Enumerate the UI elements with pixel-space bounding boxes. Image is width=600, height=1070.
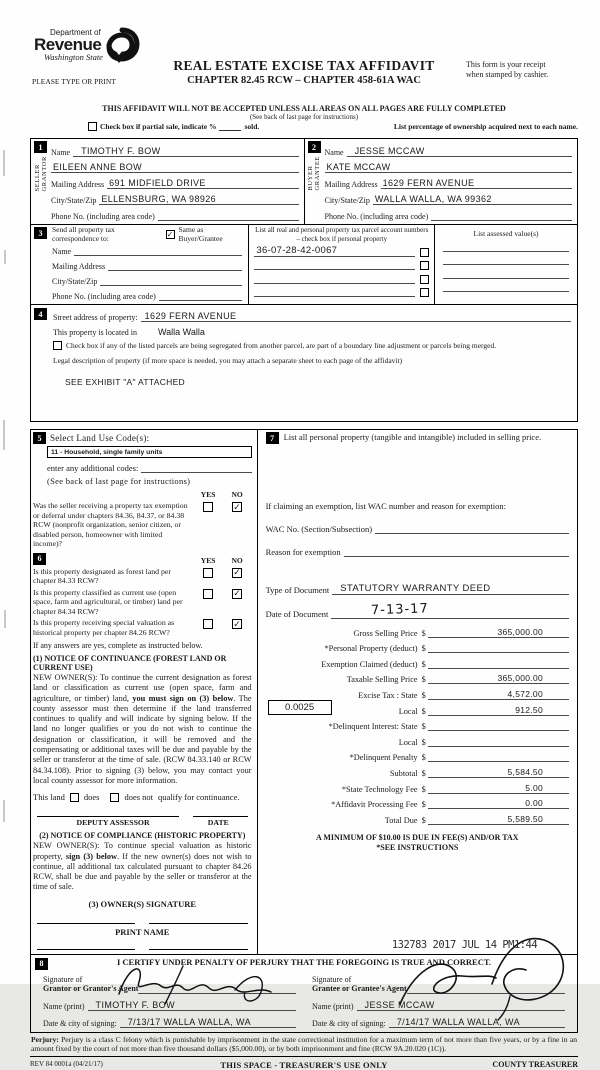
s6-question-current-use: Is this property classified as current use (open space, farm and agricultural, or timber) land per chapter 84.34 RCW? xyxy=(33,587,183,616)
corr-phone-label: Phone No. (including area code) xyxy=(52,292,156,301)
owner-signature-line-2[interactable] xyxy=(149,923,247,924)
assessed-field-4[interactable] xyxy=(443,279,569,293)
parcel-personal-checkbox-4[interactable] xyxy=(420,288,429,297)
section-7-badge: 7 xyxy=(266,432,279,444)
scan-artifact xyxy=(3,150,5,176)
s6-question-historic: Is this property receiving special valuation as historical property per chapter 84.26 RCW? xyxy=(33,618,175,637)
tax-computation xyxy=(266,622,569,825)
notice-1-body: NEW OWNER(S): To continue the current designation as forest land or classification as current use (open space, farm and agriculture, or timber) land, you must sign on (3) below. The county assessor must then determine if the land transferred continues to qualify and will indicate by signing below. If the land no longer qualifies or you do not wish to continue the designation or classification, it will be removed and the compensating or additional taxes will be due and payable by the seller or transferor at the time of sale. (RCW 84.33.140 or RCW 84.34.108). Prior to signing (3) below, you may contact your local county assessor for more information. xyxy=(33,673,252,785)
deputy-date-line[interactable] xyxy=(193,816,248,817)
land-does-checkbox[interactable] xyxy=(70,793,79,802)
buyer-phone-field[interactable] xyxy=(431,211,572,221)
date-of-document-field[interactable] xyxy=(331,603,569,619)
corr-mailing-label: Mailing Address xyxy=(52,262,106,271)
grantor-date-city-label: Date & city of signing: xyxy=(43,1018,117,1028)
personal-property-note: List all personal property (tangible and intangible) included in selling price. xyxy=(283,432,542,442)
section-4-badge: 4 xyxy=(34,308,47,320)
state-technology-fee-field[interactable]: 5.00 xyxy=(428,783,569,794)
parcel-field-3[interactable] xyxy=(254,283,415,284)
partial-sale-checkbox[interactable] xyxy=(88,122,97,131)
deputy-assessor-sign-line[interactable] xyxy=(37,816,179,817)
scan-artifact xyxy=(4,610,6,628)
section-3 xyxy=(31,225,577,305)
grantor-signature-block xyxy=(35,970,304,1028)
owner-signature-line-1[interactable] xyxy=(37,923,135,924)
logo-state-line: Washington State xyxy=(44,52,103,62)
personal-property-deduct-row: *Personal Property (deduct) $ xyxy=(266,638,569,654)
land-use-code-box[interactable]: 11 - Household, single family units xyxy=(47,446,252,458)
logo-revenue-line: Revenue xyxy=(34,35,102,54)
owners-signature-heading: (3) OWNER(S) SIGNATURE xyxy=(88,898,197,909)
total-due-row: Total Due $ 5,589.50 xyxy=(266,809,569,825)
ownership-note: List percentage of ownership acquired next to each name. xyxy=(393,122,578,131)
sections-5-7-box xyxy=(30,429,578,954)
land-use-title: Select Land Use Code(s): xyxy=(50,433,150,443)
taxable-selling-price-row: Taxable Selling Price $ 365,000.00 xyxy=(266,669,569,685)
parcel-personal-checkbox-3[interactable] xyxy=(420,275,429,284)
seller-mailing-field[interactable]: 691 MIDFIELD DRIVE xyxy=(107,178,298,189)
grantor-signature-line[interactable] xyxy=(138,984,296,994)
seller-csz-field[interactable]: ELLENSBURG, WA 98926 xyxy=(99,194,298,205)
if-any-yes-note: If any answers are yes, complete as instructed below. xyxy=(33,641,203,650)
seller-phone-label: Phone No. (including area code) xyxy=(51,212,155,221)
assessed-field-1[interactable] xyxy=(443,238,569,252)
print-name-heading: PRINT NAME xyxy=(115,926,170,937)
parcel-field-2[interactable] xyxy=(254,269,415,270)
same-as-buyer-label: Same as Buyer/Grantee xyxy=(178,225,223,243)
parcel-personal-checkbox-1[interactable] xyxy=(420,248,429,257)
seller-name2-field[interactable]: EILEEN ANNE BOW xyxy=(51,162,299,173)
legal-description-value: SEE EXHIBIT "A" ATTACHED xyxy=(65,377,185,387)
seller-name-label: Name xyxy=(51,148,71,157)
does-label: does xyxy=(83,792,100,803)
seller-csz-label: City/State/Zip xyxy=(51,196,97,205)
deputy-assessor-label: DEPUTY ASSESSOR xyxy=(76,818,150,828)
assessed-header: List assessed value(s) xyxy=(473,229,539,238)
corr-name-field[interactable] xyxy=(74,246,242,256)
handwritten-date: 7-13-17 xyxy=(371,601,430,619)
subtotal-field[interactable]: 5,584.50 xyxy=(428,767,569,778)
parcel-field-4[interactable] xyxy=(254,296,415,297)
s5-yes-no-header: YES NO xyxy=(200,490,243,499)
county-treasurer-label: COUNTY TREASURER xyxy=(492,1060,578,1070)
state-technology-fee-row: *State Technology Fee $ 5.00 xyxy=(266,778,569,794)
exemption-note: If claiming an exemption, list WAC number and reason for exemption: xyxy=(265,501,506,511)
gross-selling-price-field[interactable]: 365,000.00 xyxy=(428,627,569,638)
sold-label: sold. xyxy=(244,122,260,131)
delinquent-penalty-row: *Delinquent Penalty $ xyxy=(266,747,569,763)
buyer-mailing-label: Mailing Address xyxy=(324,180,378,189)
grantee-name-print-field[interactable]: JESSE MCCAW xyxy=(357,1000,565,1011)
logo-dept-line: Department of xyxy=(50,28,101,37)
segregated-label: Check box if any of the listed parcels are being segregated from another parcel, are part of a boundary line adjustment or parcels being merged. xyxy=(66,341,497,350)
footer-row xyxy=(30,1060,578,1070)
buyer-csz-label: City/State/Zip xyxy=(324,196,370,205)
grantor-name-print-label: Name (print) xyxy=(43,1001,85,1011)
wac-label: WAC No. (Section/Subsection) xyxy=(265,524,373,534)
land-does-not-checkbox[interactable] xyxy=(110,793,119,802)
taxable-selling-price-field[interactable]: 365,000.00 xyxy=(428,673,569,684)
scan-artifact xyxy=(3,420,5,450)
buyer-mailing-field[interactable]: 1629 FERN AVENUE xyxy=(381,178,572,189)
form-header xyxy=(30,28,578,102)
corr-mailing-field[interactable] xyxy=(108,261,242,271)
grantee-signature-line[interactable] xyxy=(407,984,565,994)
excise-tax-local-row: 0.0025 Local $ 912.50 xyxy=(266,700,569,716)
seller-side-label: SELLER GRANTOR xyxy=(33,156,48,192)
gross-selling-price-row: Gross Selling Price $ 365,000.00 xyxy=(266,622,569,638)
date-of-document-label: Date of Document xyxy=(265,609,329,619)
street-address-field[interactable]: 1629 FERN AVENUE xyxy=(141,311,571,322)
s6-yes-no-header: YES NO xyxy=(200,555,243,565)
excise-tax-state-field[interactable]: 4,572.00 xyxy=(428,689,569,700)
section-2-badge: 2 xyxy=(308,141,321,153)
treasurer-space-label: THIS SPACE - TREASURER'S USE ONLY xyxy=(220,1060,388,1070)
s6-current-no-checkbox[interactable]: ✓ xyxy=(233,588,241,598)
qualify-label: qualify for continuance. xyxy=(158,792,240,803)
form-title: REAL ESTATE EXCISE TAX AFFIDAVIT xyxy=(173,58,435,73)
reason-label: Reason for exemption xyxy=(265,547,341,557)
corr-name-label: Name xyxy=(52,247,72,256)
certify-statement: I CERTIFY UNDER PENALTY OF PERJURY THAT THE FOREGOING IS TRUE AND CORRECT. xyxy=(116,956,491,967)
grantor-name-print-field[interactable]: TIMOTHY F. BOW xyxy=(88,1000,296,1011)
section-3-badge: 3 xyxy=(34,227,47,239)
type-of-document-field[interactable]: STATUTORY WARRANTY DEED xyxy=(332,583,569,595)
seller-name-field[interactable]: TIMOTHY F. BOW xyxy=(73,146,298,157)
rev-number: REV 84 0001a (04/21/17) xyxy=(30,1060,103,1069)
parcel-header: List all real and personal property tax parcel account numbers – check box if personal property xyxy=(255,226,429,243)
corr-csz-label: City/State/Zip xyxy=(52,277,98,286)
section-8 xyxy=(30,954,578,1033)
treasurer-date-stamp: 132783 2017 JUL 14 PM1:44 xyxy=(391,938,538,951)
total-due-field[interactable]: 5,589.50 xyxy=(428,814,569,825)
grantee-date-city-field[interactable]: 7/14/17 WALLA WALLA, WA xyxy=(389,1017,565,1028)
scan-artifact xyxy=(4,250,6,264)
minimum-due-note: A MINIMUM OF $10.00 IS DUE IN FEE(S) AND/OR TAX *SEE INSTRUCTIONS xyxy=(316,832,519,852)
exemption-claimed-row: Exemption Claimed (deduct) $ xyxy=(266,653,569,669)
excise-tax-local-field[interactable]: 912.50 xyxy=(428,705,569,716)
grantee-sig-label: Signature of Grantee or Grantee's Agent xyxy=(312,974,407,994)
s6-forest-no-checkbox[interactable]: ✓ xyxy=(233,567,241,577)
corr-csz-field[interactable] xyxy=(100,276,242,286)
owner-print-line-2[interactable] xyxy=(149,949,247,950)
sections-1-4-box xyxy=(30,138,578,422)
grantor-date-city-field[interactable]: 7/13/17 WALLA WALLA, WA xyxy=(120,1017,296,1028)
buyer-name-field[interactable]: JESSE MCCAW xyxy=(347,146,572,157)
grantor-sig-label: Signature of Grantor or Grantor's Agent xyxy=(43,974,139,994)
seller-mailing-label: Mailing Address xyxy=(51,180,105,189)
same-as-buyer-checkbox[interactable]: ✓ xyxy=(166,229,174,239)
grantee-date-city-label: Date & city of signing: xyxy=(312,1018,386,1028)
section-4 xyxy=(31,305,577,421)
parcel-field-1[interactable]: 36-07-28-42-0067 xyxy=(254,245,415,257)
additional-codes-field[interactable] xyxy=(141,463,251,473)
section-6-badge: 6 xyxy=(33,553,46,565)
affidavit-processing-fee-field[interactable]: 0.00 xyxy=(428,798,569,809)
s6-current-yes-checkbox[interactable] xyxy=(203,589,213,599)
receipt-note: This form is your receipt when stamped by cashier. xyxy=(466,60,549,79)
please-type-label: PLEASE TYPE OR PRINT xyxy=(32,77,116,86)
partial-sale-label: Check box if partial sale, indicate % xyxy=(100,122,217,131)
corr-phone-field[interactable] xyxy=(159,291,243,301)
does-not-label: does not xyxy=(124,792,154,803)
buyer-side-label: BUYER GRANTEE xyxy=(307,156,321,191)
correspondence-label: Send all property tax correspondence to: xyxy=(52,225,115,243)
section-1-badge: 1 xyxy=(34,141,47,153)
parcel-personal-checkbox-2[interactable] xyxy=(420,261,429,270)
section-7-column xyxy=(258,430,577,954)
notice-2-body: NEW OWNER(S): To continue special valuation as historic property, sign (3) below. If the new owner(s) does not wish to continue, all additional tax calculated pursuant to chapter 84.26 RCW, shall be due and payable by the seller or transferor at the time of sale. xyxy=(33,841,252,892)
section-5-6-column xyxy=(31,430,258,954)
s6-historic-yes-checkbox[interactable] xyxy=(203,619,213,629)
located-in-value: Walla Walla xyxy=(157,327,205,337)
reason-field[interactable] xyxy=(344,547,569,557)
form-chapter: CHAPTER 82.45 RCW – CHAPTER 458-61A WAC xyxy=(187,75,421,86)
seller-section xyxy=(31,139,304,224)
additional-codes-label: enter any additional codes: xyxy=(47,463,139,473)
owner-print-line-1[interactable] xyxy=(37,949,135,950)
delinquent-interest-state-row: *Delinquent Interest: State $ xyxy=(266,716,569,732)
revenue-swirl-icon xyxy=(105,28,139,67)
dor-logo xyxy=(34,28,139,67)
s6-historic-no-checkbox[interactable]: ✓ xyxy=(233,618,241,629)
section-5-badge: 5 xyxy=(33,432,46,444)
grantee-signature-block xyxy=(304,970,573,1028)
s6-question-forest: Is this property designated as forest land per chapter 84.33 RCW? xyxy=(33,566,171,585)
assessed-field-2[interactable] xyxy=(443,252,569,266)
seller-phone-field[interactable] xyxy=(158,211,299,221)
located-in-label: This property is located in xyxy=(53,328,137,337)
scan-artifact xyxy=(3,800,5,822)
subtotal-row: Subtotal $ 5,584.50 xyxy=(266,762,569,778)
excise-tax-state-row: Excise Tax : State $ 4,572.00 xyxy=(266,684,569,700)
section-8-badge: 8 xyxy=(35,958,48,970)
assessed-field-3[interactable] xyxy=(443,265,569,279)
local-rate-box[interactable]: 0.0025 xyxy=(268,700,332,715)
delinquent-interest-local-row: Local $ xyxy=(266,731,569,747)
buyer-name-label: Name xyxy=(324,148,344,157)
buyer-csz-field[interactable]: WALLA WALLA, WA 99362 xyxy=(373,194,572,205)
partial-percent-line[interactable] xyxy=(219,123,241,131)
affidavit-processing-fee-row: *Affidavit Processing Fee $ 0.00 xyxy=(266,794,569,810)
see-back-note: (See back of last page for instructions) xyxy=(249,113,359,121)
buyer-name2-field[interactable]: KATE MCCAW xyxy=(325,162,573,173)
wac-field[interactable] xyxy=(375,524,569,534)
s6-forest-yes-checkbox[interactable] xyxy=(203,568,213,578)
s5-instructions: (See back of last page for instructions) xyxy=(47,476,191,486)
notice-1-title: (1) NOTICE OF CONTINUANCE (FOREST LAND OR CURRENT USE) xyxy=(33,654,227,672)
segregated-checkbox[interactable] xyxy=(53,341,62,350)
perjury-note: Perjury: Perjury is a class C felony which is punishable by imprisonment in the state correctional institution for a maximum term of not more than five years, or by a fine in an amount fixed by the court of not more than five thousand dollars ($5,000.00), or by both imprisonment and fine (RCW 9A.20.020 (1C)). xyxy=(30,1033,578,1058)
s5-question-exemption: Was the seller receiving a property tax exemption or deferral under chapters 84.36, 84.37, or 84.38 RCW (nonprofit organization, senior citizen, or disabled person, homeowner with limited income)? xyxy=(33,501,188,548)
notice-2-title: (2) NOTICE OF COMPLIANCE (HISTORIC PROPERTY) xyxy=(39,831,246,841)
type-of-document-label: Type of Document xyxy=(265,585,330,595)
warning-line: THIS AFFIDAVIT WILL NOT BE ACCEPTED UNLESS ALL AREAS ON ALL PAGES ARE FULLY COMPLETED xyxy=(102,104,506,113)
street-address-label: Street address of property: xyxy=(53,313,138,322)
s5-q1-no-checkbox[interactable]: ✓ xyxy=(233,501,241,512)
buyer-phone-label: Phone No. (including area code) xyxy=(324,212,429,221)
legal-description-label: Legal description of property (if more space is needed, you may attach a separate sheet to each page of the affidavit) xyxy=(53,356,403,365)
buyer-section xyxy=(304,139,578,224)
deputy-date-label: DATE xyxy=(207,818,229,828)
grantee-name-print-label: Name (print) xyxy=(312,1001,354,1011)
this-land-label: This land xyxy=(33,792,65,803)
s5-q1-yes-checkbox[interactable] xyxy=(203,502,213,512)
